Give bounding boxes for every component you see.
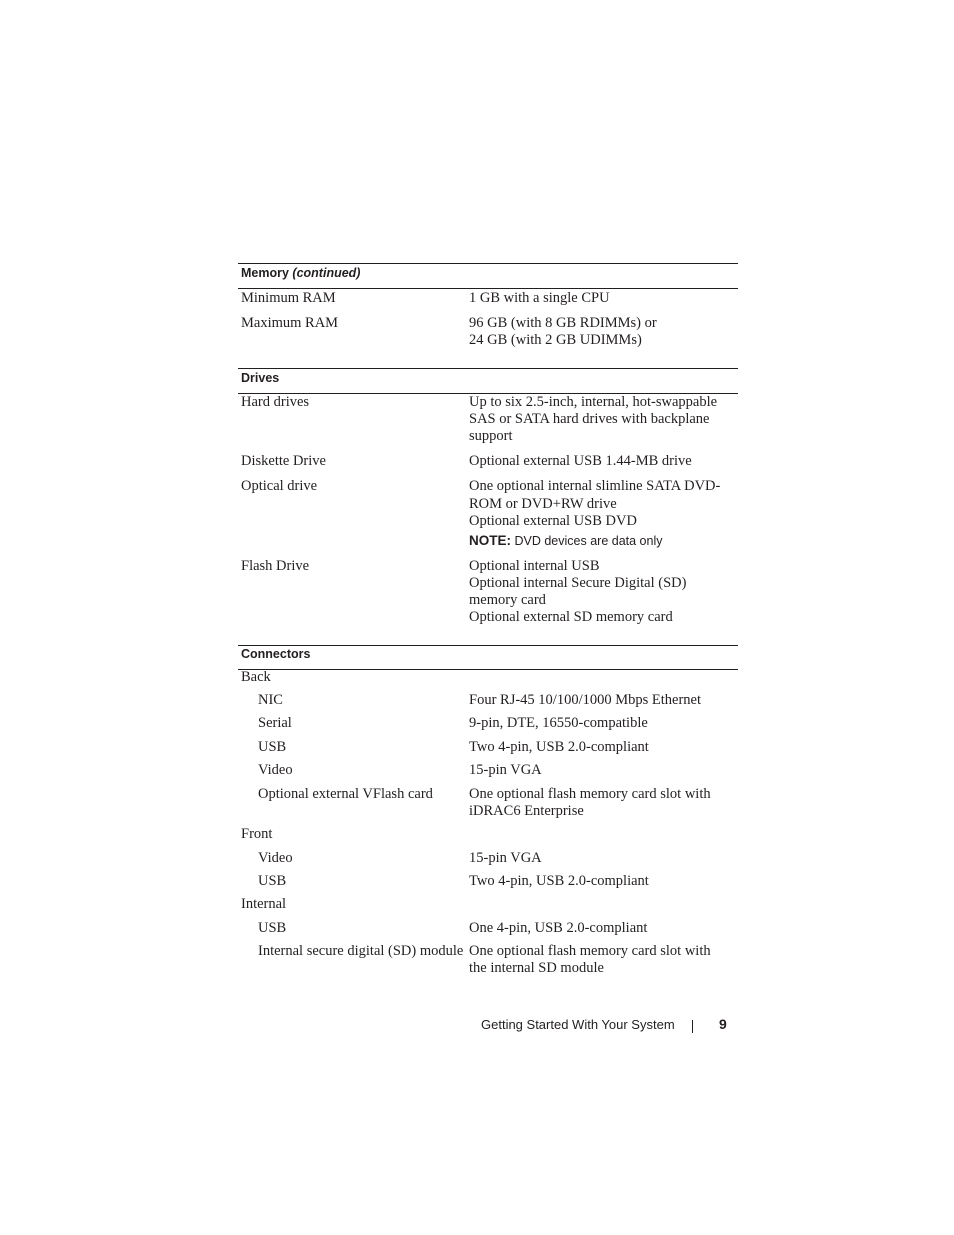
front-usb-label: USB bbox=[258, 873, 287, 889]
back-serial-label: Serial bbox=[258, 715, 292, 731]
max-ram-value-line1: 96 GB (with 8 GB RDIMMs) or bbox=[469, 315, 657, 331]
memory-title-suffix: (continued) bbox=[292, 266, 361, 280]
front-usb-value: Two 4-pin, USB 2.0-compliant bbox=[469, 873, 649, 889]
internal-group-label: Internal bbox=[241, 896, 287, 912]
flash-drive-label: Flash Drive bbox=[241, 558, 310, 574]
optical-drive-value-line1: One optional internal slimline SATA DVD- bbox=[469, 478, 721, 494]
optical-drive-value-line2: ROM or DVD+RW drive bbox=[469, 496, 617, 512]
connectors-top-rule bbox=[238, 645, 738, 646]
front-group-label: Front bbox=[241, 826, 273, 842]
internal-sd-value-line1: One optional flash memory card slot with bbox=[469, 943, 711, 959]
drives-section-title: Drives bbox=[241, 371, 280, 385]
memory-header-rule bbox=[238, 288, 738, 289]
drives-top-rule bbox=[238, 368, 738, 369]
front-video-value: 15-pin VGA bbox=[469, 850, 542, 866]
optical-drive-value-line3: Optional external USB DVD bbox=[469, 513, 637, 529]
optical-drive-label: Optical drive bbox=[241, 478, 318, 494]
back-group-label: Back bbox=[241, 669, 271, 685]
back-video-value: 15-pin VGA bbox=[469, 762, 542, 778]
note-label: NOTE: bbox=[469, 533, 511, 548]
memory-section-title bbox=[241, 266, 360, 280]
back-nic-label: NIC bbox=[258, 692, 283, 708]
flash-drive-value-line2: Optional internal Secure Digital (SD) bbox=[469, 575, 687, 591]
back-video-label: Video bbox=[258, 762, 293, 778]
footer-title: Getting Started With Your System bbox=[481, 1017, 675, 1032]
internal-usb-label: USB bbox=[258, 920, 287, 936]
back-vflash-value-line1: One optional flash memory card slot with bbox=[469, 786, 711, 802]
connectors-section-title: Connectors bbox=[241, 647, 311, 661]
back-usb-label: USB bbox=[258, 739, 287, 755]
hard-drives-value-line1: Up to six 2.5-inch, internal, hot-swappable bbox=[469, 394, 718, 410]
diskette-drive-value: Optional external USB 1.44-MB drive bbox=[469, 453, 692, 469]
min-ram-label: Minimum RAM bbox=[241, 290, 336, 306]
optical-drive-note bbox=[469, 533, 662, 548]
back-nic-value: Four RJ-45 10/100/1000 Mbps Ethernet bbox=[469, 692, 701, 708]
back-serial-value: 9-pin, DTE, 16550-compatible bbox=[469, 715, 648, 731]
connectors-header-rule bbox=[238, 669, 738, 670]
hard-drives-value-line3: support bbox=[469, 428, 513, 444]
hard-drives-value-line2: SAS or SATA hard drives with backplane bbox=[469, 411, 710, 427]
memory-title: Memory bbox=[241, 266, 289, 280]
diskette-drive-label: Diskette Drive bbox=[241, 453, 326, 469]
internal-usb-value: One 4-pin, USB 2.0-compliant bbox=[469, 920, 648, 936]
front-video-label: Video bbox=[258, 850, 293, 866]
back-usb-value: Two 4-pin, USB 2.0-compliant bbox=[469, 739, 649, 755]
flash-drive-value-line1: Optional internal USB bbox=[469, 558, 600, 574]
back-vflash-value-line2: iDRAC6 Enterprise bbox=[469, 803, 584, 819]
internal-sd-label: Internal secure digital (SD) module bbox=[258, 943, 464, 959]
max-ram-label: Maximum RAM bbox=[241, 315, 339, 331]
max-ram-value-line2: 24 GB (with 2 GB UDIMMs) bbox=[469, 332, 642, 348]
page-number: 9 bbox=[719, 1016, 727, 1032]
back-vflash-label: Optional external VFlash card bbox=[258, 786, 433, 802]
memory-top-rule bbox=[238, 263, 738, 264]
min-ram-value: 1 GB with a single CPU bbox=[469, 290, 610, 306]
note-text: DVD devices are data only bbox=[514, 534, 663, 548]
internal-sd-value-line2: the internal SD module bbox=[469, 960, 604, 976]
flash-drive-value-line3: memory card bbox=[469, 592, 546, 608]
footer-divider bbox=[692, 1020, 693, 1033]
flash-drive-value-line4: Optional external SD memory card bbox=[469, 609, 673, 625]
hard-drives-label: Hard drives bbox=[241, 394, 310, 410]
